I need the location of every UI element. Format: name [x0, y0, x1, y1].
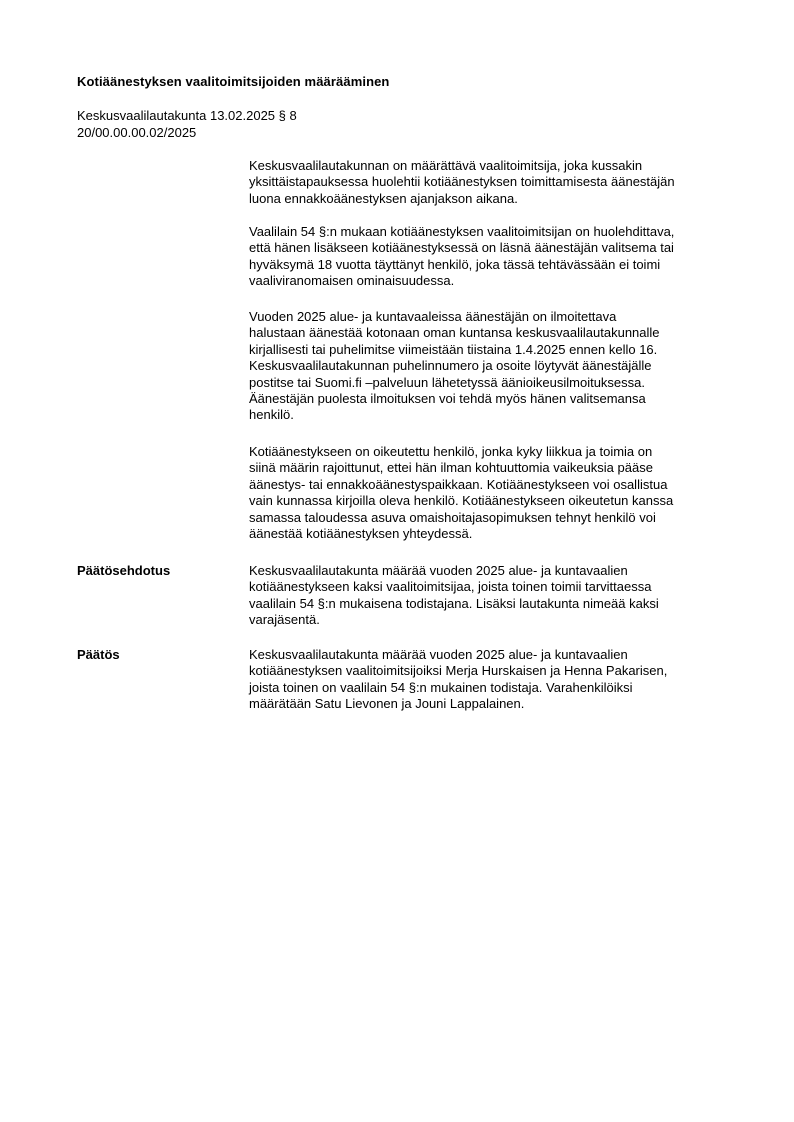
text-line: määrätään Satu Lievonen ja Jouni Lappalainen.: [249, 696, 525, 712]
document-meta: [77, 108, 297, 141]
text-line: siinä määrin rajoittunut, ettei hän ilman kohtuuttomia vaikeuksia pääse: [249, 460, 653, 476]
text-line: halustaan äänestää kotonaan oman kuntansa keskusvaalilautakunnalle: [249, 325, 660, 341]
text-line: Keskusvaalilautakunta määrää vuoden 2025 alue- ja kuntavaalien: [249, 647, 628, 662]
text-line: luona ennakkoäänestyksen ajanjakson aikana.: [249, 190, 518, 206]
text-line: Kotiäänestykseen on oikeutettu henkilö, jonka kyky liikkua ja toimia on: [249, 444, 653, 459]
text-line: vain kunnassa kirjoilla oleva henkilö. Kotiäänestykseen oikeutetun kanssa: [249, 493, 674, 509]
background-paragraph: [249, 444, 729, 542]
text-line: samassa taloudessa asuva omaishoitajasopimuksen tehnyt henkilö voi: [249, 509, 656, 525]
text-line: äänestää kotiäänestyksen yhteydessä.: [249, 526, 473, 542]
text-line: vaaliviranomaisen ominaisuudessa.: [249, 273, 455, 289]
decision-label: Päätös: [77, 647, 120, 662]
text-line: kotiäänestykseen kaksi vaalitoimitsijaa, joista toinen toimii tarvittaessa: [249, 579, 652, 595]
proposal-text: [249, 563, 729, 629]
background-paragraph: [249, 158, 729, 207]
text-line: hyväksymä 18 vuotta täyttänyt henkilö, joka tässä tehtävässään ei toimi: [249, 256, 661, 272]
text-line: kotiäänestyksen vaalitoimitsijoiksi Merja Hurskaisen ja Henna Pakarisen,: [249, 663, 668, 679]
text-line: Keskusvaalilautakunnan on määrättävä vaalitoimitsija, joka kussakin: [249, 158, 643, 173]
text-line: kirjallisesti tai puhelimitse viimeistään tiistaina 1.4.2025 ennen kello 16.: [249, 341, 658, 357]
text-line: että hänen lisäkseen kotiäänestyksessä on läsnä äänestäjän valitsema tai: [249, 240, 674, 256]
text-line: Keskusvaalilautakunta määrää vuoden 2025 alue- ja kuntavaalien: [249, 563, 628, 578]
proposal-label: Päätösehdotus: [77, 563, 171, 578]
background-paragraph: [249, 309, 729, 424]
text-line: äänestys- tai ennakkoäänestyspaikkaan. Kotiäänestykseen voi osallistua: [249, 476, 668, 492]
text-line: postitse tai Suomi.fi –palveluun lähetetyssä äänioikeusilmoituksessa.: [249, 374, 645, 390]
text-line: vaalilain 54 §:n mukaisena todistajana. Lisäksi lautakunta nimeää kaksi: [249, 595, 659, 611]
text-line: Vuoden 2025 alue- ja kuntavaaleissa äänestäjän on ilmoitettava: [249, 309, 617, 324]
meeting-body-date-section: Keskusvaalilautakunta 13.02.2025 § 8: [77, 108, 297, 123]
background-paragraph: [249, 224, 729, 290]
text-line: varajäsentä.: [249, 612, 320, 628]
decision-text: [249, 647, 729, 713]
text-line: Äänestäjän puolesta ilmoituksen voi tehdä myös hänen valitsemansa: [249, 391, 646, 407]
text-line: joista toinen on vaalilain 54 §:n mukainen todistaja. Varahenkilöiksi: [249, 679, 633, 695]
text-line: Keskusvaalilautakunnan puhelinnumero ja osoite löytyvät äänestäjälle: [249, 358, 652, 374]
case-reference-number: 20/00.00.00.02/2025: [77, 124, 197, 140]
document-title: Kotiäänestyksen vaalitoimitsijoiden määrääminen: [77, 74, 390, 89]
text-line: yksittäistapauksessa huolehtii kotiäänestyksen toimittamisesta äänestäjän: [249, 174, 675, 190]
text-line: Vaalilain 54 §:n mukaan kotiäänestyksen vaalitoimitsijan on huolehdittava,: [249, 224, 675, 239]
text-line: henkilö.: [249, 407, 294, 423]
